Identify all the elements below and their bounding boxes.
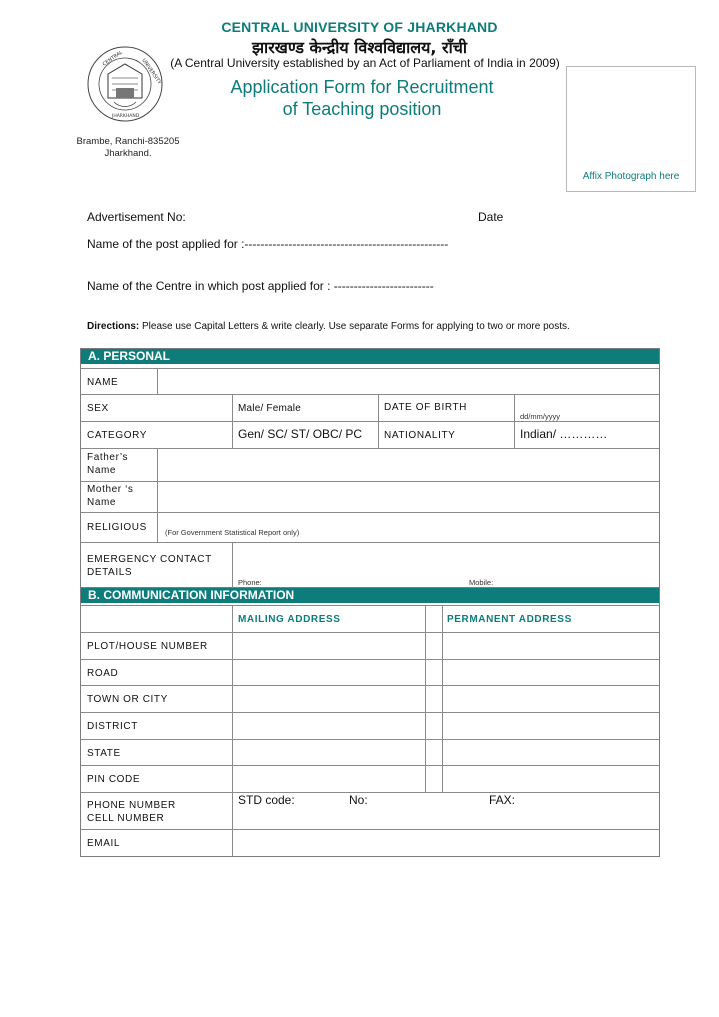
sex-options[interactable]: Male/ Female: [238, 403, 301, 414]
mailing-state-input[interactable]: [233, 740, 425, 765]
phone-number-label: [87, 799, 176, 825]
religious-note: (For Government Statistical Report only): [165, 528, 300, 537]
email-input[interactable]: [233, 830, 659, 856]
section-a-header: [81, 349, 659, 364]
permanent-address-header: PERMANENT ADDRESS: [447, 614, 572, 625]
sex-label: SEX: [87, 403, 109, 414]
mother-name-label: [87, 483, 134, 509]
university-name-hindi: झारखण्ड केन्द्रीय विश्वविद्यालय, राँची: [251, 38, 468, 57]
address-line2: Jharkhand.: [104, 148, 152, 159]
emergency-contact-label: [87, 553, 212, 579]
post-applied-field[interactable]: Name of the post applied for :---------------------------------------------------: [87, 237, 449, 251]
phone-hint: Phone:: [238, 578, 262, 587]
university-name: CENTRAL UNIVERSITY OF JHARKHAND: [221, 19, 498, 35]
seal-text-side: UNIVERSITY: [140, 57, 163, 86]
directions-body: Please use Capital Letters & write clearly. Use separate Forms for applying to two or more posts.: [139, 321, 570, 332]
mother-label-line2: Name: [87, 497, 117, 508]
address-line1: Brambe, Ranchi-835205: [76, 136, 180, 147]
section-b-title: B. COMMUNICATION INFORMATION: [88, 588, 295, 602]
mailing-district-input[interactable]: [233, 713, 425, 739]
religious-input[interactable]: [158, 513, 659, 542]
fax-label[interactable]: FAX:: [489, 793, 516, 807]
emergency-label-line1: EMERGENCY CONTACT: [87, 554, 212, 565]
directions-text: [87, 321, 570, 332]
state-label: STATE: [87, 748, 121, 759]
phone-label-line2: CELL NUMBER: [87, 813, 165, 824]
photo-label: Affix Photograph here: [582, 171, 680, 182]
mailing-plot-input[interactable]: [233, 633, 425, 659]
university-address: [72, 136, 184, 160]
mailing-road-input[interactable]: [233, 660, 425, 685]
district-label: DISTRICT: [87, 721, 138, 732]
mobile-hint: Mobile:: [469, 578, 494, 587]
std-code-label[interactable]: STD code:: [238, 793, 295, 807]
mother-label-line1: Mother ‘s: [87, 484, 134, 495]
father-label-line2: Name: [87, 465, 117, 476]
father-name-input[interactable]: [158, 449, 659, 481]
dob-label: DATE OF BIRTH: [384, 402, 467, 413]
permanent-road-input[interactable]: [443, 660, 659, 685]
dob-format-hint: dd/mm/yyyy: [520, 412, 561, 421]
directions-label: Directions:: [87, 321, 140, 332]
mailing-pin-input[interactable]: [233, 766, 425, 792]
permanent-pin-input[interactable]: [443, 766, 659, 792]
seal-text-bottom: JHARKHAND: [112, 114, 140, 119]
phone-label-line1: PHONE NUMBER: [87, 800, 176, 811]
permanent-district-input[interactable]: [443, 713, 659, 739]
permanent-state-input[interactable]: [443, 740, 659, 765]
university-subtitle: (A Central University established by an Act of Parliament of India in 2009): [170, 56, 560, 70]
religious-label: RELIGIOUS: [87, 522, 147, 533]
mailing-address-header: MAILING ADDRESS: [238, 614, 341, 625]
road-label: ROAD: [87, 668, 119, 679]
form-title-line2: of Teaching position: [282, 99, 442, 119]
centre-applied-field[interactable]: Name of the Centre in which post applied for : -------------------------: [87, 279, 434, 293]
phone-no-label[interactable]: No:: [349, 793, 368, 807]
section-b-header: [81, 588, 659, 603]
name-label: NAME: [87, 377, 119, 388]
seal-text-top: CENTRAL: [101, 49, 124, 68]
date-field[interactable]: Date: [478, 210, 504, 224]
communication-section: [80, 587, 660, 857]
name-input[interactable]: [158, 369, 659, 394]
father-label-line1: Father’s: [87, 452, 129, 463]
university-seal-icon: [84, 44, 166, 128]
email-label: EMAIL: [87, 838, 121, 849]
nationality-value[interactable]: Indian/ …………: [520, 427, 608, 441]
emergency-label-line2: DETAILS: [87, 567, 133, 578]
plot-house-label: PLOT/HOUSE NUMBER: [87, 641, 208, 652]
category-label: CATEGORY: [87, 430, 147, 441]
personal-section: [80, 348, 660, 588]
emergency-contact-input[interactable]: [233, 543, 659, 588]
section-a-title: A. PERSONAL: [88, 349, 171, 363]
pin-code-label: PIN CODE: [87, 774, 141, 785]
permanent-plot-input[interactable]: [443, 633, 659, 659]
permanent-town-input[interactable]: [443, 686, 659, 712]
mother-name-input[interactable]: [158, 482, 659, 512]
form-title: [190, 76, 534, 120]
dob-input[interactable]: [515, 395, 659, 421]
nationality-label: NATIONALITY: [384, 430, 456, 441]
category-options[interactable]: Gen/ SC/ ST/ OBC/ PC: [238, 427, 363, 441]
mailing-town-input[interactable]: [233, 686, 425, 712]
town-city-label: TOWN OR CITY: [87, 694, 168, 705]
advertisement-no-field[interactable]: Advertisement No:: [87, 210, 186, 224]
father-name-label: [87, 451, 128, 477]
form-title-line1: Application Form for Recruitment: [230, 77, 494, 97]
